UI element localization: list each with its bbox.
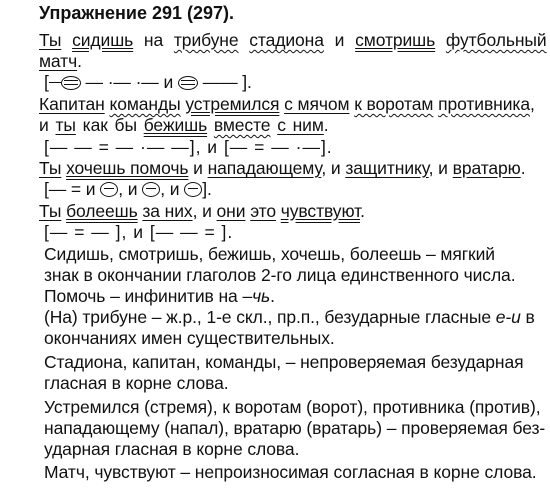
paragraph-1-line-1: Сидишь, смотришь, бежишь, хочешь, болеешь – мягкий xyxy=(44,244,495,264)
subject-symbol-icon xyxy=(61,76,81,90)
paragraph-5-line-2: нападающему (напал), вратарю (вратарь) – проверяемая без- xyxy=(44,418,546,438)
predicate-word: сидишь xyxy=(72,30,134,50)
subject-word: Ты xyxy=(39,158,62,178)
scheme-4: [— = — ], и [— — = ]. xyxy=(44,222,234,242)
paragraph-5-line-1: Устремился (стремя), к воротам (ворот), противника (против), xyxy=(44,397,541,417)
attribute-word-2: противника xyxy=(438,94,530,114)
attribute-word: стадиона xyxy=(249,30,324,50)
paragraph-1-line-2: знак в окончании глаголов 2-го лица единственного числа. xyxy=(44,265,516,285)
object-word: нападающему xyxy=(207,158,322,178)
sentence-4: Ты болеешь за них, и они это чувствуют. xyxy=(39,201,365,221)
paragraph-3-line-1: (На) трибуне – ж.р., 1-е скл., пр.п., безударные гласные е-и в xyxy=(44,307,535,327)
predicate-word-2: чувствуют xyxy=(280,201,361,221)
attribute-word-2: футбольный xyxy=(445,30,547,50)
object-word: за них xyxy=(142,201,193,221)
sentence-1-line-1 xyxy=(39,30,547,50)
object-word-3: вратарю xyxy=(452,158,521,178)
adverbial-word: трибуне xyxy=(173,30,239,50)
predicate-word-2: смотришь xyxy=(355,30,436,50)
subject-word: Ты xyxy=(39,30,62,50)
object-word-2: это xyxy=(250,201,276,221)
subject-word-2: ты xyxy=(55,115,76,135)
object-word-2: с ним xyxy=(277,115,324,135)
adverbial-word: к воротам xyxy=(354,94,434,114)
subject-word: Ты xyxy=(39,201,62,221)
scheme-2: [— — = — ·— —], и [— = — ·—]. xyxy=(44,137,333,157)
preposition-word: на xyxy=(143,30,164,50)
paragraph-4-line-1: Стадиона, капитан, команды, – непроверяемая безударная xyxy=(44,352,524,372)
homogeneous-member-icon xyxy=(100,182,118,197)
homogeneous-member-icon-3 xyxy=(184,182,202,197)
attribute-word: команды xyxy=(109,94,181,114)
paragraph-3-line-2: окончаниях имен существительных. xyxy=(44,328,335,348)
scheme-3: [— = и , и , и ]. xyxy=(44,179,212,199)
object-word: с мячом xyxy=(284,94,350,114)
paragraph-4-line-2: гласная в корне слова. xyxy=(44,373,229,393)
exercise-title: Упражнение 291 (297). xyxy=(39,3,235,23)
predicate-word: болеешь xyxy=(66,201,138,221)
paragraph-5-line-3: ударная гласная в корне слова. xyxy=(44,439,300,459)
object-word: матч xyxy=(39,51,78,71)
sentence-2-line-2: и ты как бы бежишь вместе с ним. xyxy=(39,115,329,135)
adverbial-word-2: вместе xyxy=(213,115,271,135)
sentence-2-line-1: Капитан команды устремился с мячом к воротам противника, xyxy=(39,94,535,114)
sentence-1-line-2: матч. xyxy=(39,51,82,71)
subject-word: Капитан xyxy=(39,94,105,114)
predicate-word: устремился xyxy=(185,94,280,114)
paragraph-2: Помочь – инфинитив на –чь. xyxy=(44,286,275,306)
object-word-2: защитнику xyxy=(345,158,429,178)
predicate-word-2: бежишь xyxy=(143,115,208,135)
subject-word-2: они xyxy=(216,201,246,221)
homogeneous-member-icon-2 xyxy=(142,182,160,197)
paragraph-6: Матч, чувствуют – непроизносимая согласная в корне слова. xyxy=(44,462,537,482)
sentence-3: Ты хочешь помочь и нападающему, и защитнику, и вратарю. xyxy=(39,158,526,178)
scheme-1: [ — ·— ·— и —— ]. xyxy=(44,72,252,92)
subject-symbol-icon-2 xyxy=(178,76,198,90)
conjunction-word: и xyxy=(334,30,345,50)
predicate-word: хочешь помочь xyxy=(66,158,189,178)
